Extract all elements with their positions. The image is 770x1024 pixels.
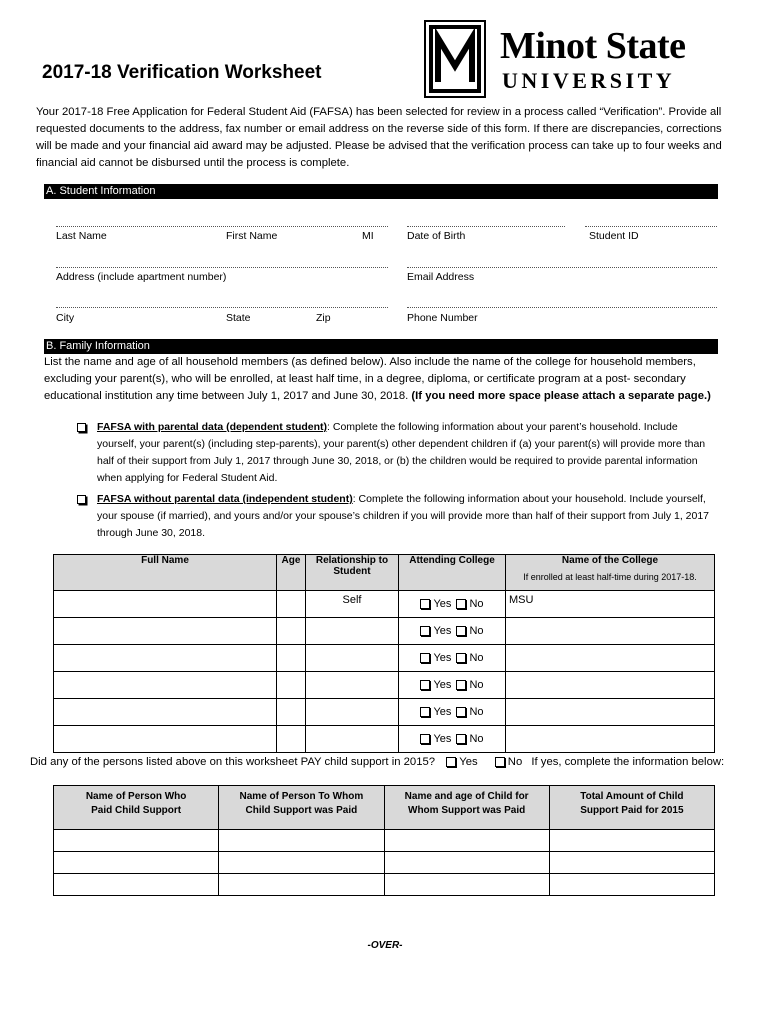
attending-yes-checkbox[interactable] xyxy=(420,734,430,744)
dob-line[interactable] xyxy=(407,226,565,227)
phone-line[interactable] xyxy=(407,307,717,308)
child-support-cell[interactable] xyxy=(219,852,384,874)
child-support-yes-checkbox[interactable] xyxy=(446,757,456,767)
over-label: -OVER- xyxy=(367,940,403,951)
table-row xyxy=(54,618,715,645)
child-support-col-4: Total Amount of Child Support Paid for 2015 xyxy=(549,786,714,830)
yes-label: Yes xyxy=(433,625,452,637)
table-row xyxy=(54,852,715,874)
no-label: No xyxy=(469,625,484,637)
first-name-label: First Name xyxy=(226,230,278,242)
section-b-header: B. Family Information xyxy=(44,339,718,354)
child-support-cell[interactable] xyxy=(549,874,714,896)
yes-label: Yes xyxy=(433,733,452,745)
college-cell[interactable] xyxy=(506,726,715,753)
email-label: Email Address xyxy=(407,271,475,283)
family-instructions xyxy=(44,354,724,405)
child-support-yes-label: Yes xyxy=(459,756,478,768)
page-title: 2017-18 Verification Worksheet xyxy=(42,62,322,83)
attending-cell xyxy=(399,726,506,753)
child-support-cell[interactable] xyxy=(384,874,549,896)
full-name-cell[interactable] xyxy=(54,672,277,699)
zip-label: Zip xyxy=(316,312,331,324)
attending-no-checkbox[interactable] xyxy=(456,680,466,690)
college-cell[interactable]: MSU xyxy=(506,591,715,618)
child-support-cell[interactable] xyxy=(54,852,219,874)
col-full-name: Full Name xyxy=(54,555,277,591)
relationship-cell[interactable]: Self xyxy=(306,591,399,618)
col-age: Age xyxy=(277,555,306,591)
full-name-cell[interactable] xyxy=(54,726,277,753)
attending-no-checkbox[interactable] xyxy=(456,599,466,609)
age-cell[interactable] xyxy=(277,699,306,726)
attending-cell xyxy=(399,591,506,618)
address-line[interactable] xyxy=(56,267,388,268)
no-label: No xyxy=(469,679,484,691)
col-college xyxy=(506,555,715,591)
state-label: State xyxy=(226,312,251,324)
independent-option-title: FAFSA without parental data (independent student) xyxy=(97,493,353,505)
college-cell[interactable] xyxy=(506,618,715,645)
attending-no-checkbox[interactable] xyxy=(456,626,466,636)
family-instructions-text: List the name and age of all household members (as defined below). Also include the name of the college for household members, excluding your parent(s), who will be enrolled, at least half time, in a degree, diploma, or certificate program at a post- secondary educational institution any time between July 1, 2017 and June 30, 2018. xyxy=(44,356,696,402)
child-support-cell[interactable] xyxy=(384,852,549,874)
child-support-followup: If yes, complete the information below: xyxy=(531,756,725,768)
mi-label: MI xyxy=(362,230,374,242)
logo-line1: Minot State xyxy=(500,25,686,67)
child-support-no-label: No xyxy=(507,756,523,768)
attending-cell xyxy=(399,618,506,645)
attending-yes-checkbox[interactable] xyxy=(420,707,430,717)
full-name-cell[interactable] xyxy=(54,618,277,645)
full-name-cell[interactable] xyxy=(54,591,277,618)
attending-no-checkbox[interactable] xyxy=(456,653,466,663)
child-support-question-row xyxy=(30,756,724,768)
dependent-option-title: FAFSA with parental data (dependent student) xyxy=(97,421,328,433)
college-cell[interactable] xyxy=(506,672,715,699)
dob-label: Date of Birth xyxy=(407,230,466,242)
relationship-cell[interactable] xyxy=(306,726,399,753)
logo-emblem xyxy=(424,20,486,98)
age-cell[interactable] xyxy=(277,645,306,672)
email-line[interactable] xyxy=(407,267,717,268)
child-support-cell[interactable] xyxy=(54,830,219,852)
section-a-header: A. Student Information xyxy=(44,184,718,199)
child-support-cell[interactable] xyxy=(549,830,714,852)
attending-yes-checkbox[interactable] xyxy=(420,653,430,663)
full-name-cell[interactable] xyxy=(54,645,277,672)
child-support-cell[interactable] xyxy=(384,830,549,852)
child-support-cell[interactable] xyxy=(219,874,384,896)
yes-label: Yes xyxy=(433,652,452,664)
attending-yes-checkbox[interactable] xyxy=(420,626,430,636)
college-cell[interactable] xyxy=(506,645,715,672)
no-label: No xyxy=(469,598,484,610)
relationship-cell[interactable] xyxy=(306,672,399,699)
city-line[interactable] xyxy=(56,307,388,308)
dependent-checkbox[interactable] xyxy=(77,423,86,432)
age-cell[interactable] xyxy=(277,591,306,618)
family-table xyxy=(53,554,715,753)
dependent-option xyxy=(97,419,717,487)
relationship-cell[interactable] xyxy=(306,618,399,645)
attending-no-checkbox[interactable] xyxy=(456,734,466,744)
name-line[interactable] xyxy=(56,226,388,227)
independent-option-text: : Complete the following information about your household. Include yourself, your spouse (if married), and yours and/or your spouse’s children if you will provide more than half of their support from July 1, 2017 through June 30, 2018. xyxy=(97,493,710,539)
child-support-col-2: Name of Person To Whom Child Support was Paid xyxy=(219,786,384,830)
attending-yes-checkbox[interactable] xyxy=(420,680,430,690)
full-name-cell[interactable] xyxy=(54,699,277,726)
child-support-cell[interactable] xyxy=(549,852,714,874)
relationship-cell[interactable] xyxy=(306,699,399,726)
no-label: No xyxy=(469,652,484,664)
yes-label: Yes xyxy=(433,679,452,691)
age-cell[interactable] xyxy=(277,726,306,753)
yes-label: Yes xyxy=(433,598,452,610)
intro-paragraph: Your 2017-18 Free Application for Federal Student Aid (FAFSA) has been selected for review in a process called “Verification”. Provide all requested documents to the address, fax number or email address on the reverse side of this form. If there are discrepancies, corrections will be made and your financial aid award may be adjusted. Please be advised that the verification process can take up to four weeks and financial aid cannot be disbursed until the process is complete. xyxy=(36,106,722,169)
relationship-cell[interactable] xyxy=(306,645,399,672)
phone-label: Phone Number xyxy=(407,312,478,324)
independent-checkbox[interactable] xyxy=(77,495,86,504)
col-relationship: Relationship to Student xyxy=(306,555,399,591)
attending-cell xyxy=(399,672,506,699)
last-name-label: Last Name xyxy=(56,230,107,242)
child-support-cell[interactable] xyxy=(219,830,384,852)
no-label: No xyxy=(469,733,484,745)
child-support-col-1: Name of Person Who Paid Child Support xyxy=(54,786,219,830)
table-row xyxy=(54,672,715,699)
attending-no-checkbox[interactable] xyxy=(456,707,466,717)
col-attending: Attending College xyxy=(399,555,506,591)
independent-option xyxy=(97,491,717,542)
logo-line2: UNIVERSITY xyxy=(502,68,676,93)
child-support-question: Did any of the persons listed above on this worksheet PAY child support in 2015? xyxy=(30,756,436,768)
student-id-line[interactable] xyxy=(585,226,717,227)
table-row xyxy=(54,591,715,618)
university-logo xyxy=(420,20,720,100)
col-college-title: Name of the College xyxy=(561,555,659,566)
student-id-label: Student ID xyxy=(589,230,639,242)
table-row xyxy=(54,874,715,896)
table-row xyxy=(54,830,715,852)
no-label: No xyxy=(469,706,484,718)
city-label: City xyxy=(56,312,75,324)
child-support-cell[interactable] xyxy=(54,874,219,896)
attending-cell xyxy=(399,645,506,672)
table-row xyxy=(54,699,715,726)
child-support-col-3: Name and age of Child for Whom Support was Paid xyxy=(384,786,549,830)
table-row xyxy=(54,645,715,672)
col-college-note: If enrolled at least half-time during 2017-18. xyxy=(523,572,697,582)
yes-label: Yes xyxy=(433,706,452,718)
attending-yes-checkbox[interactable] xyxy=(420,599,430,609)
age-cell[interactable] xyxy=(277,618,306,645)
college-cell[interactable] xyxy=(506,699,715,726)
child-support-no-checkbox[interactable] xyxy=(495,757,505,767)
attending-cell xyxy=(399,699,506,726)
child-support-table xyxy=(53,785,715,896)
age-cell[interactable] xyxy=(277,672,306,699)
family-instructions-note: (If you need more space please attach a separate page.) xyxy=(411,390,711,402)
address-label: Address (include apartment number) xyxy=(56,271,227,283)
table-row xyxy=(54,726,715,753)
dependent-option-text: : Complete the following information about your parent’s household. Include yourself, your parent(s) (including step-parents), your parent(s) other dependent children if (a) your parent(s) will provide more than half of their support from July 1, 2017 through June 30, 2018, or (b) the children would be required to provide parental information when applying for Federal Student Aid. xyxy=(97,421,706,484)
